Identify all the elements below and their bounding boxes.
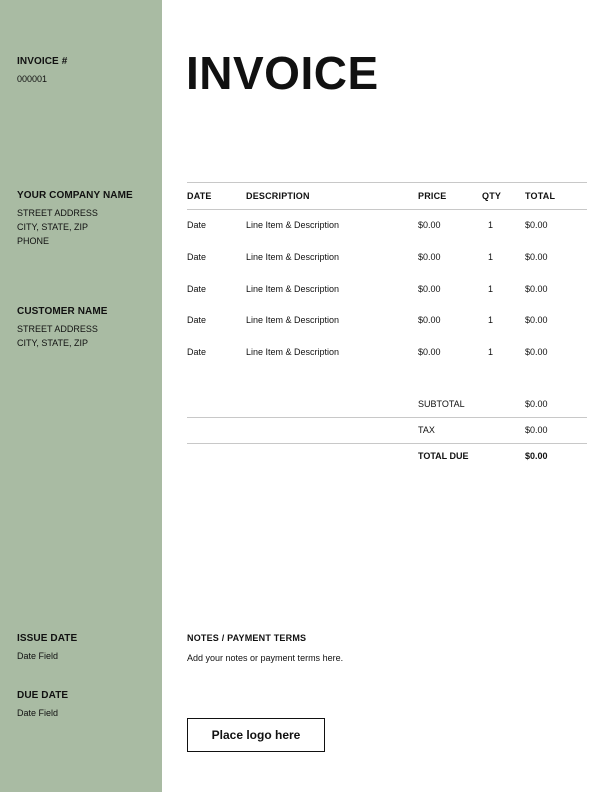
cell-date: Date [187, 220, 207, 230]
cell-date: Date [187, 347, 207, 358]
cell-total: $0.00 [525, 251, 548, 262]
company-block [17, 190, 157, 248]
page-title: INVOICE [186, 47, 379, 99]
company-phone: PHONE [17, 236, 50, 246]
table-row [187, 305, 587, 337]
cell-price: $0.00 [418, 315, 441, 326]
cell-price: $0.00 [418, 283, 441, 294]
cell-total: $0.00 [525, 220, 548, 230]
customer-name: CUSTOMER NAME [17, 306, 108, 317]
cell-qty: 1 [488, 220, 494, 230]
customer-street: STREET ADDRESS [17, 324, 98, 334]
table-row [187, 210, 587, 242]
company-street: STREET ADDRESS [17, 208, 98, 218]
header-price: PRICE [418, 191, 447, 201]
cell-total: $0.00 [525, 347, 548, 358]
logo-placeholder-label: Place logo here [211, 728, 301, 742]
cell-description: Line Item & Description [246, 251, 340, 262]
notes-text: Add your notes or payment terms here. [187, 653, 344, 663]
customer-block [17, 306, 157, 350]
cell-description: Line Item & Description [246, 347, 340, 358]
subtotal-row [187, 392, 587, 418]
logo-placeholder[interactable] [187, 718, 325, 752]
header-description: DESCRIPTION [246, 191, 310, 201]
line-items-table [187, 182, 587, 369]
table-row [187, 242, 587, 274]
cell-date: Date [187, 251, 207, 262]
issue-date-block [17, 633, 157, 663]
cell-description: Line Item & Description [246, 220, 340, 230]
company-city-state-zip: CITY, STATE, ZIP [17, 222, 89, 232]
header-date: DATE [187, 191, 212, 201]
cell-description: Line Item & Description [246, 283, 340, 294]
tax-label: TAX [418, 425, 435, 435]
cell-qty: 1 [488, 251, 494, 262]
table-row [187, 337, 587, 369]
totals-block [187, 392, 587, 469]
cell-date: Date [187, 283, 207, 294]
tax-row [187, 418, 587, 444]
due-date-value: Date Field [17, 708, 59, 718]
notes-heading: NOTES / PAYMENT TERMS [187, 633, 307, 643]
cell-description: Line Item & Description [246, 315, 340, 326]
invoice-number-block [17, 56, 157, 86]
cell-price: $0.00 [418, 251, 441, 262]
due-date-label: DUE DATE [17, 690, 69, 701]
issue-date-label: ISSUE DATE [17, 633, 78, 644]
customer-city-state-zip: CITY, STATE, ZIP [17, 338, 89, 348]
total-due-value: $0.00 [525, 451, 548, 461]
total-due-label: TOTAL DUE [418, 451, 469, 461]
total-due-row [187, 444, 587, 469]
cell-total: $0.00 [525, 283, 548, 294]
sidebar [0, 0, 162, 792]
issue-date-value: Date Field [17, 651, 59, 661]
cell-date: Date [187, 315, 207, 326]
subtotal-label: SUBTOTAL [418, 399, 465, 409]
invoice-number: 000001 [17, 74, 48, 84]
cell-qty: 1 [488, 283, 494, 294]
header-qty: QTY [482, 191, 502, 201]
invoice-number-label: INVOICE # [17, 56, 68, 67]
header-total: TOTAL [525, 191, 556, 201]
cell-qty: 1 [488, 315, 494, 326]
cell-price: $0.00 [418, 220, 441, 230]
company-name: YOUR COMPANY NAME [17, 190, 133, 201]
due-date-block [17, 690, 157, 720]
tax-value: $0.00 [525, 425, 548, 435]
subtotal-value: $0.00 [525, 399, 548, 409]
cell-price: $0.00 [418, 347, 441, 358]
cell-total: $0.00 [525, 315, 548, 326]
cell-qty: 1 [488, 347, 494, 358]
table-header-row [187, 182, 587, 210]
table-row [187, 274, 587, 306]
